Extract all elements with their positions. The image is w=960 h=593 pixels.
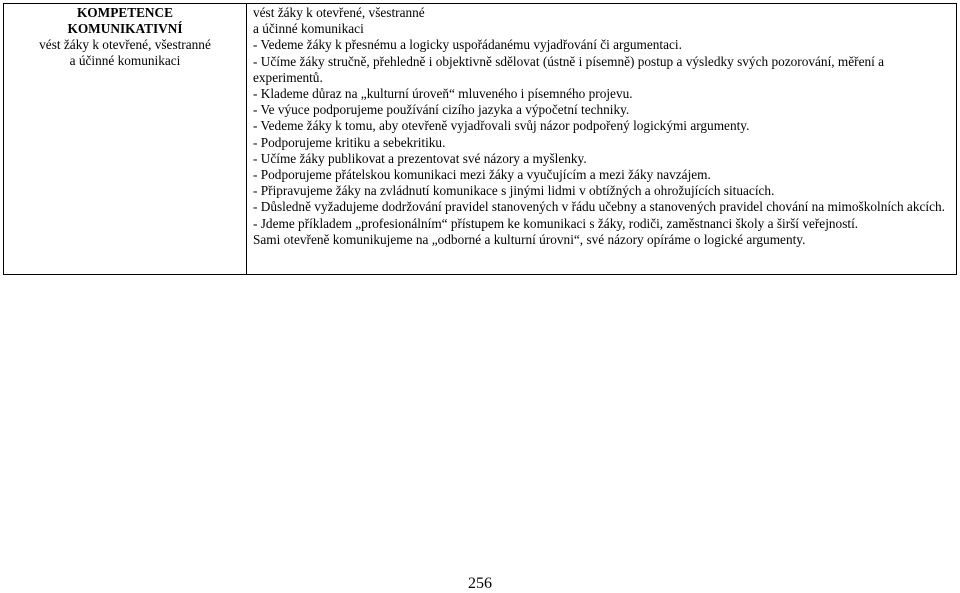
competency-title-line1: KOMPETENCE <box>76 5 174 20</box>
list-item: - Připravujeme žáky na zvládnutí komunikace s jinými lidmi v obtížných a ohrožujících situacích. <box>253 183 775 199</box>
list-item: - Vedeme žáky k tomu, aby otevřeně vyjadřovali svůj názor podpořený logickými argumenty. <box>253 118 750 134</box>
competency-content-cell <box>247 4 956 274</box>
list-item: - Učíme žáky stručně, přehledně i objektivně sdělovat (ústně i písemně) postup a výsledky svých pozorování, měření a experimentů. <box>253 53 885 85</box>
competency-table <box>3 3 957 275</box>
list-item: - Klademe důraz na „kulturní úroveň“ mluveného i písemného projevu. <box>253 86 633 102</box>
list-item: - Důsledně vyžadujeme dodržování pravidel stanovených v řádu učebny a stanovených pravidel chování na mimoškolních akcích. <box>253 199 945 215</box>
competency-title-line2: KOMUNIKATIVNÍ <box>67 21 183 36</box>
list-item: - Učíme žáky publikovat a prezentovat své názory a myšlenky. <box>253 150 587 166</box>
page-number: 256 <box>468 575 492 592</box>
list-item: - Podporujeme kritiku a sebekritiku. <box>253 134 446 150</box>
content-heading-line2: a účinné komunikaci <box>253 21 364 37</box>
competency-goal-line1: vést žáky k otevřené, všestranné <box>39 37 211 52</box>
content-heading-line1: vést žáky k otevřené, všestranné <box>253 5 425 20</box>
competency-goal-line2: a účinné komunikaci <box>69 53 181 68</box>
list-item: - Vedeme žáky k přesnému a logicky uspořádanému vyjadřování či argumentaci. <box>253 37 682 53</box>
list-item: - Ve výuce podporujeme používání cizího jazyka a výpočetní techniky. <box>253 102 630 118</box>
list-item: Sami otevřeně komunikujeme na „odborné a kulturní úrovni“, své názory opíráme o logické argumenty. <box>253 231 806 247</box>
list-item: - Jdeme příkladem „profesionálním“ přístupem ke komunikaci s žáky, rodiči, zaměstnanci školy a širší veřejností. <box>253 215 859 231</box>
list-item: - Podporujeme přátelskou komunikaci mezi žáky a vyučujícím a mezi žáky navzájem. <box>253 167 711 183</box>
competency-label-cell <box>4 4 247 274</box>
